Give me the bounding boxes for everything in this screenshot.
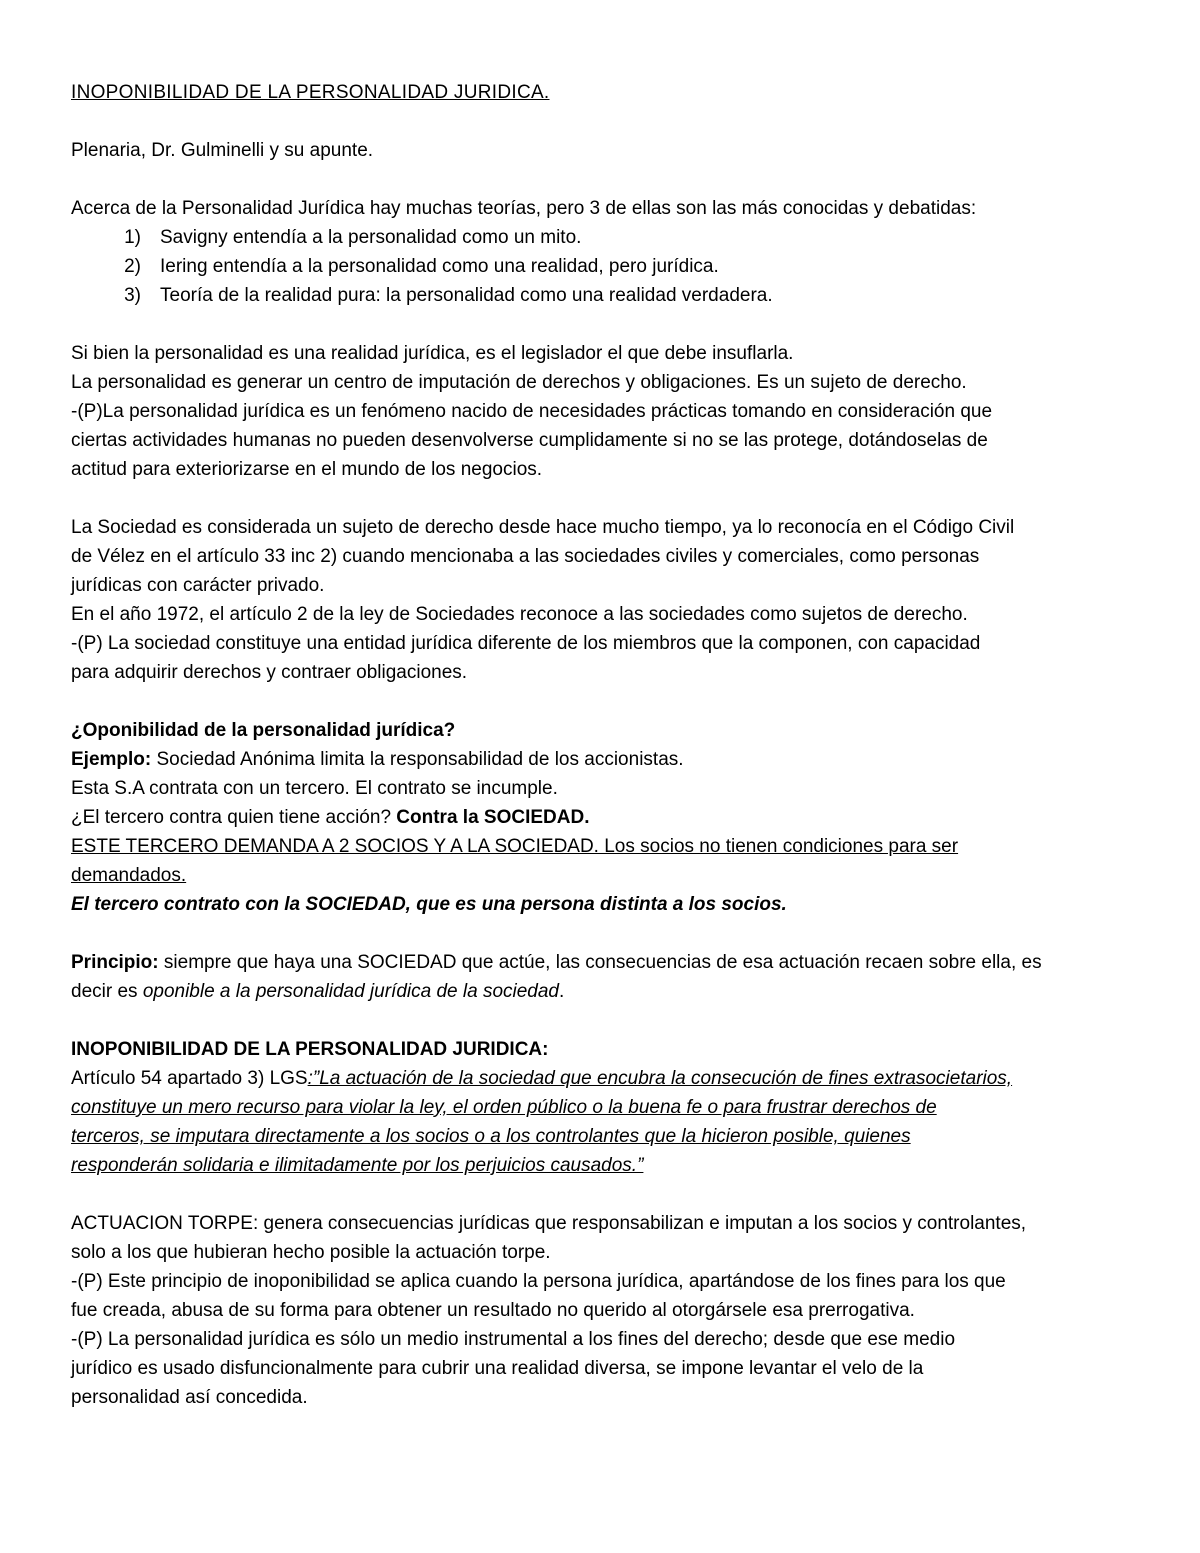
quote-text: :”La actuación de la sociedad que encubra la consecución de fines extrasocietarios, [307, 1068, 1013, 1089]
list-item [71, 281, 1141, 310]
principle-italic: oponible a la personalidad jurídica de la sociedad [142, 981, 559, 1002]
underlined-text: ESTE TERCERO DEMANDA A 2 SOCIOS Y A LA SOCIEDAD. Los socios no tienen condiciones para ser [71, 836, 959, 857]
example-label: Ejemplo: [71, 749, 152, 770]
underlined-line [71, 861, 1141, 890]
quote-text: constituye un mero recurso para violar la ley, el orden público o la buena fe o para frustrar derechos de [71, 1097, 937, 1118]
list-item [71, 223, 1141, 252]
subtitle: Plenaria, Dr. Gulminelli y su apunte. [71, 140, 374, 161]
paragraph-line: Si bien la personalidad es una realidad jurídica, es el legislador el que debe insuflarla. [71, 343, 794, 364]
principle-line [71, 977, 1141, 1006]
quote-line [71, 1151, 1141, 1180]
principle-line [71, 948, 1141, 977]
principle-text: decir es [71, 981, 143, 1002]
paragraph-line: -(P) La personalidad jurídica es sólo un medio instrumental a los fines del derecho; desde que ese medio [71, 1329, 956, 1350]
spacer [71, 484, 1141, 513]
quote-line [71, 1064, 1141, 1093]
document-body [71, 78, 1141, 1412]
paragraph-line: solo a los que hubieran hecho posible la actuación torpe. [71, 1242, 551, 1263]
spacer [71, 107, 1141, 136]
list-text: Savigny entendía a la personalidad como un mito. [160, 227, 582, 248]
question-text: ¿El tercero contra quien tiene acción? [71, 807, 397, 828]
paragraph-line: En el año 1972, el artículo 2 de la ley de Sociedades reconoce a las sociedades como sujetos de derecho. [71, 604, 968, 625]
title-text: INOPONIBILIDAD DE LA PERSONALIDAD JURIDICA. [71, 82, 550, 103]
quote-text: responderán solidaria e ilimitadamente por los perjuicios causados.” [71, 1155, 644, 1176]
paragraph-line: Esta S.A contrata con un tercero. El contrato se incumple. [71, 778, 558, 799]
paragraph-line: ACTUACION TORPE: genera consecuencias jurídicas que responsabilizan e imputan a los socios y controlantes, [71, 1213, 1027, 1234]
answer-text: Contra la SOCIEDAD. [396, 807, 590, 828]
section-heading: INOPONIBILIDAD DE LA PERSONALIDAD JURIDICA: [71, 1039, 549, 1060]
list-text: Iering entendía a la personalidad como una realidad, pero jurídica. [160, 256, 719, 277]
example-line [71, 745, 1141, 774]
section-heading: ¿Oponibilidad de la personalidad jurídica? [71, 720, 456, 741]
paragraph-line: jurídicas con carácter privado. [71, 575, 325, 596]
paragraph-line: jurídico es usado disfuncionalmente para cubrir una realidad diversa, se impone levantar el velo de la [71, 1358, 924, 1379]
quote-line [71, 1122, 1141, 1151]
paragraph-line: para adquirir derechos y contraer obligaciones. [71, 662, 468, 683]
paragraph-line: -(P) La sociedad constituye una entidad jurídica diferente de los miembros que la componen, con capacidad [71, 633, 981, 654]
paragraph-line: La Sociedad es considerada un sujeto de derecho desde hace mucho tiempo, ya lo reconocía en el Código Civil [71, 517, 1015, 538]
spacer [71, 165, 1141, 194]
intro-line: Acerca de la Personalidad Jurídica hay muchas teorías, pero 3 de ellas son las más conocidas y debatidas: [71, 198, 977, 219]
paragraph-line: -(P) Este principio de inoponibilidad se aplica cuando la persona jurídica, apartándose de los fines para los que [71, 1271, 1006, 1292]
paragraph-line: -(P)La personalidad jurídica es un fenómeno nacido de necesidades prácticas tomando en consideración que [71, 401, 993, 422]
principle-text: . [559, 981, 565, 1002]
emphasis-line: El tercero contrato con la SOCIEDAD, que es una persona distinta a los socios. [71, 894, 787, 915]
list-number: 2) [124, 256, 141, 277]
underlined-text: demandados. [71, 865, 187, 886]
list-number: 1) [124, 227, 141, 248]
spacer [71, 310, 1141, 339]
quote-line [71, 1093, 1141, 1122]
principle-text: siempre que haya una SOCIEDAD que actúe, las consecuencias de esa actuación recaen sobre ella, es [158, 952, 1042, 973]
quote-text: terceros, se imputara directamente a los socios o a los controlantes que la hicieron posible, quienes [71, 1126, 911, 1147]
paragraph-line: ciertas actividades humanas no pueden desenvolverse cumplidamente si no se las protege, dotándoselas de [71, 430, 988, 451]
spacer [71, 1180, 1141, 1209]
example-text: Sociedad Anónima limita la responsabilidad de los accionistas. [151, 749, 684, 770]
document-title [71, 78, 1141, 107]
spacer [71, 919, 1141, 948]
paragraph-line: actitud para exteriorizarse en el mundo de los negocios. [71, 459, 543, 480]
list-number: 3) [124, 285, 141, 306]
list-text: Teoría de la realidad pura: la personalidad como una realidad verdadera. [160, 285, 773, 306]
principle-label: Principio: [71, 952, 159, 973]
list-item [71, 252, 1141, 281]
paragraph-line: fue creada, abusa de su forma para obtener un resultado no querido al otorgársele esa prerrogativa. [71, 1300, 915, 1321]
underlined-line [71, 832, 1141, 861]
question-line [71, 803, 1141, 832]
paragraph-line: de Vélez en el artículo 33 inc 2) cuando mencionaba a las sociedades civiles y comerciales, como personas [71, 546, 980, 567]
paragraph-line: personalidad así concedida. [71, 1387, 308, 1408]
article-reference: Artículo 54 apartado 3) LGS [71, 1068, 308, 1089]
spacer [71, 687, 1141, 716]
paragraph-line: La personalidad es generar un centro de imputación de derechos y obligaciones. Es un sujeto de derecho. [71, 372, 967, 393]
spacer [71, 1006, 1141, 1035]
